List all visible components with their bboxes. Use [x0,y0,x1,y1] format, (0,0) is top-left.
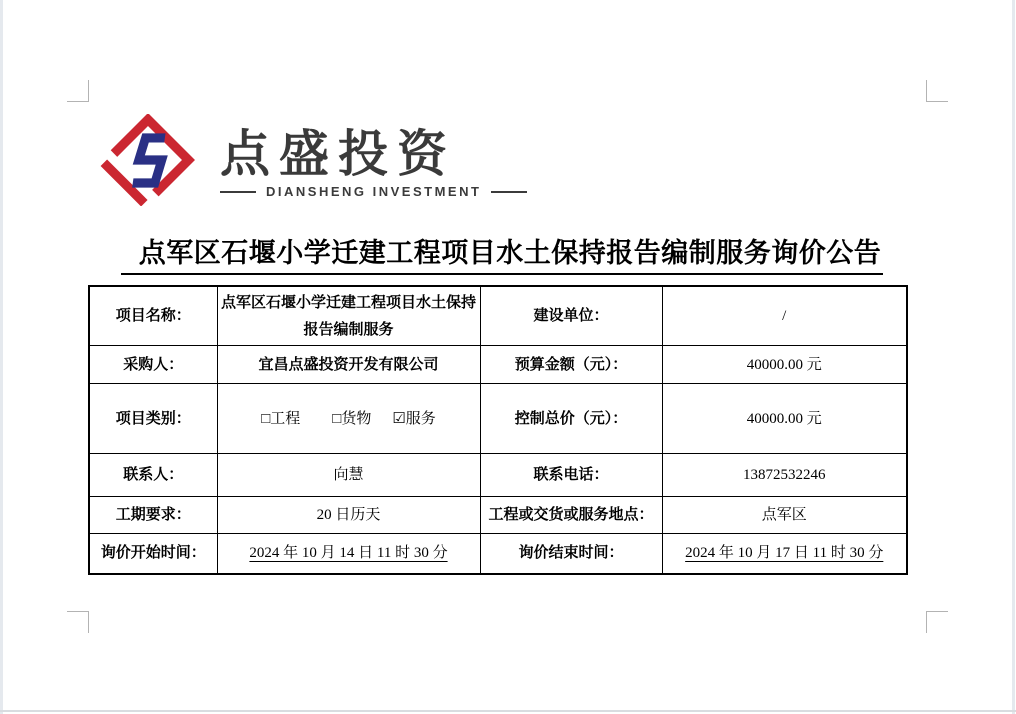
inquiry-end-time-label: 询价结束时间： [480,534,662,574]
checkbox-option-service-checked: ☑服务 [392,410,436,427]
inquiry-start-time-value [217,534,480,574]
tagline-text: DIANSHENG INVESTMENT [266,184,482,199]
project-category-value [217,384,480,454]
tagline-rule-right [491,191,527,193]
margin-crop-mark-top-right [926,80,948,102]
inquiry-start-time-label: 询价开始时间： [89,534,217,574]
tagline-rule-left [220,191,256,193]
logo-text-block [220,114,527,199]
duration-requirement-value: 20 日历天 [217,497,480,534]
project-name-label: 项目名称： [89,286,217,346]
margin-crop-mark-top-left [67,80,89,102]
inquiry-end-time-text: 2024 年 10 月 17 日 11 时 30 分 [685,545,884,562]
checkbox-option-goods: □货物 [332,410,372,427]
table-row [89,384,907,454]
table-row [89,497,907,534]
budget-amount-value: 40000.00 元 [662,346,907,384]
announcement-title: 点军区石堰小学迁建工程项目水土保持报告编制服务询价公告 [121,231,884,275]
construction-unit-value: / [662,286,907,346]
margin-crop-mark-bottom-right [926,611,948,633]
table-row [89,346,907,384]
project-category-label: 项目类别： [89,384,217,454]
announcement-title-row [88,231,916,275]
page-edge-bottom [0,710,1016,712]
checkbox-option-engineering: □工程 [261,410,301,427]
company-logo [100,114,527,206]
delivery-location-label: 工程或交货或服务地点： [480,497,662,534]
contact-phone-value: 13872532246 [662,454,907,497]
budget-amount-label: 预算金额（元）： [480,346,662,384]
diamond-s-logo-icon [100,114,196,206]
construction-unit-label: 建设单位： [480,286,662,346]
logo-company-name: 点盛投资 [220,126,456,182]
project-name-value: 点军区石堰小学迁建工程项目水土保持报告编制服务 [217,286,480,346]
procurement-info-table [88,285,908,575]
delivery-location-value: 点军区 [662,497,907,534]
logo-tagline [220,184,527,199]
inquiry-start-time-text: 2024 年 10 月 14 日 11 时 30 分 [249,545,448,562]
table-row [89,454,907,497]
table-row [89,534,907,574]
table-row [89,286,907,346]
contact-phone-label: 联系电话： [480,454,662,497]
purchaser-label: 采购人： [89,346,217,384]
control-price-label: 控制总价（元）： [480,384,662,454]
contact-person-value: 向慧 [217,454,480,497]
contact-person-label: 联系人： [89,454,217,497]
inquiry-end-time-value [662,534,907,574]
page-edge-left [0,0,3,714]
control-price-value: 40000.00 元 [662,384,907,454]
duration-requirement-label: 工期要求： [89,497,217,534]
margin-crop-mark-bottom-left [67,611,89,633]
page-edge-right [1012,0,1015,714]
purchaser-value: 宜昌点盛投资开发有限公司 [217,346,480,384]
